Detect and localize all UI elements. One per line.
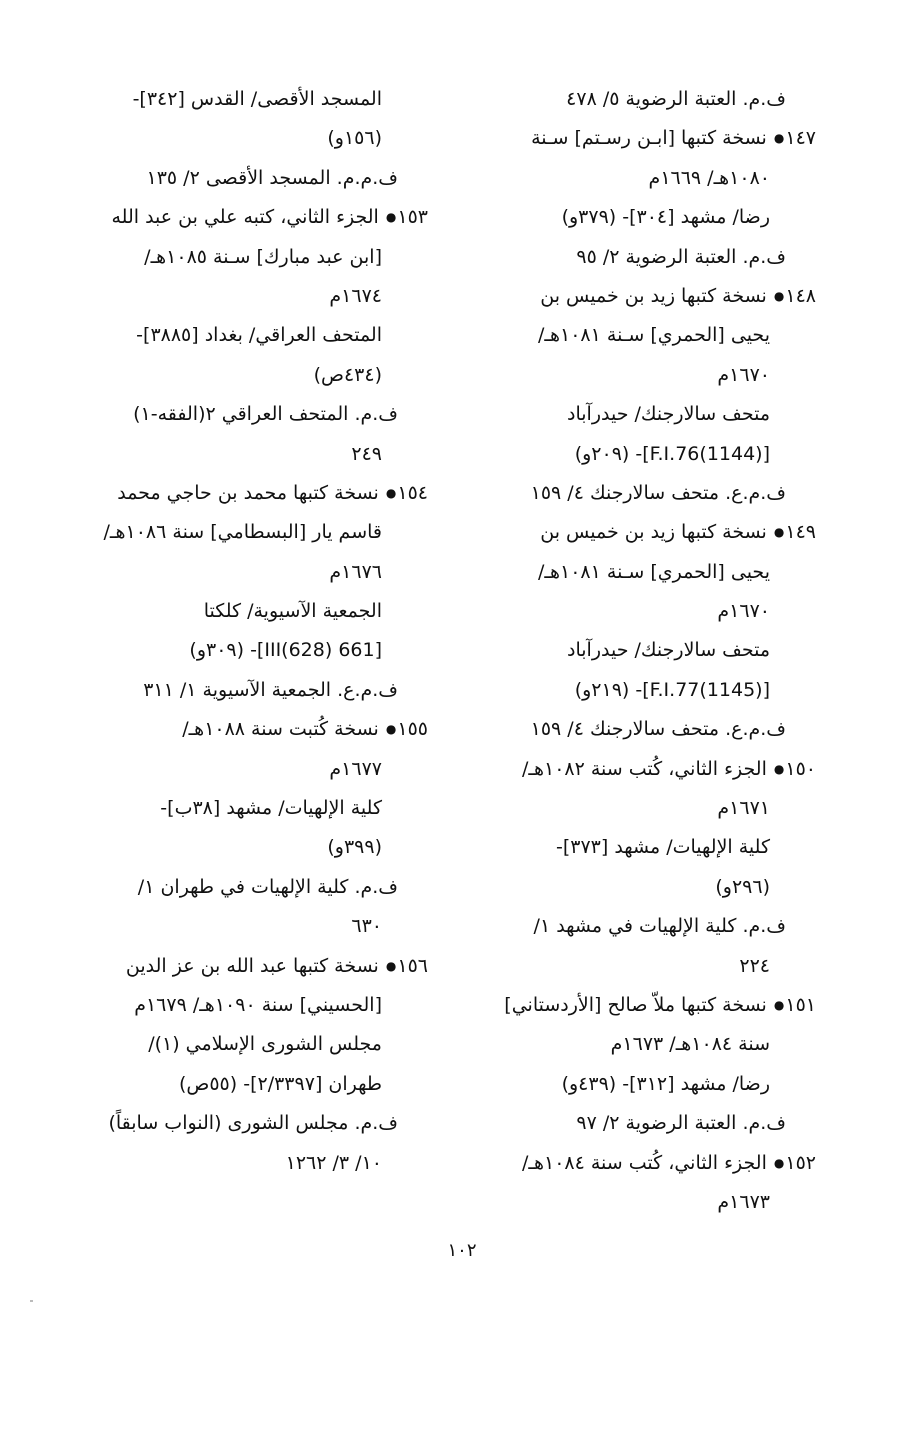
bullet-icon: ● [385, 958, 397, 973]
entry-continuation: ١٠٨٠هـ/ ١٦٦٩م [648, 166, 770, 189]
entry-continuation: [(1145)F.I.77]- (٢١٩و) [574, 678, 770, 701]
entry-continuation: [(1144)F.I.76]- (٢٠٩و) [574, 442, 770, 465]
bullet-icon: ● [773, 525, 785, 540]
entry-number: ١٤٧ [785, 127, 816, 150]
catalog-reference: ف.م. العتبة الرضوية ٢/ ٩٧ [576, 1112, 786, 1135]
entry-text: الجزء الثاني، كُتب سنة ١٠٨٤هـ/ [521, 1151, 767, 1174]
entry-continuation: ٢٤٩ [351, 442, 382, 465]
entry-line [78, 710, 428, 749]
entry-continuation: يحيى [الحمري] سـنة ١٠٨١هـ/ [538, 560, 770, 583]
entry-text: نسخة كتبها [ابـن رسـتم] سـنة [531, 127, 767, 150]
entry-text: الجزء الثاني، كُتب سنة ١٠٨٢هـ/ [521, 757, 767, 780]
entry-line [466, 750, 816, 789]
entry-continuation: ١٦٧٣م [717, 1190, 770, 1213]
entry-number: ١٤٨ [785, 284, 816, 307]
entry-number: ١٥٣ [397, 206, 428, 229]
bullet-icon: ● [385, 210, 397, 225]
bullet-icon: ● [773, 761, 785, 776]
catalog-reference: ف.م.ع. الجمعية الآسيوية ١/ ٣١١ [143, 678, 398, 701]
entry-line [466, 119, 816, 158]
catalog-reference: ف.م. كلية الإلهيات في مشهد ١/ [533, 915, 786, 938]
entry-continuation: يحيى [الحمري] سـنة ١٠٨١هـ/ [538, 324, 770, 347]
entry-continuation: ١٦٧١م [717, 797, 770, 820]
entry-continuation: ١٦٧٧م [329, 757, 382, 780]
entry-line [466, 986, 816, 1025]
entry-continuation: ١٦٧٠م [717, 600, 770, 623]
entry-continuation: رضا/ مشهد [٣٠٤]- (٣٧٩و) [561, 206, 770, 229]
entry-text: نسخة كتبها ملاّ صالح [الأردستاني] [504, 993, 767, 1016]
entry-line [466, 277, 816, 316]
entry-number: ١٥١ [785, 993, 816, 1016]
entry-continuation: طهران [٢/٣٣٩٧]- (٥٥ص) [178, 1072, 382, 1095]
entry-continuation: (٣٩٩و) [327, 836, 382, 859]
entry-continuation: قاسم يار [البسطامي] سنة ١٠٨٦هـ/ [103, 521, 382, 544]
entry-continuation: ١٠/ ٣/ ١٢٦٢ [285, 1151, 382, 1174]
entry-continuation: [ابن عبد مبارك] سـنة ١٠٨٥هـ/ [144, 245, 382, 268]
entry-number: ١٥٢ [785, 1151, 816, 1174]
entry-line [78, 474, 428, 513]
entry-continuation: مجلس الشورى الإسلامي (١)/ [148, 1033, 382, 1056]
right-column [466, 80, 816, 1222]
entry-continuation: [661 III(628)]- (٣٠٩و) [189, 639, 382, 662]
entry-continuation: ٢٢٤ [739, 954, 770, 977]
entry-text: نسخة كتبها محمد بن حاجي محمد [117, 481, 379, 504]
bullet-icon: ● [773, 288, 785, 303]
catalog-reference: ف.م. العتبة الرضوية ٢/ ٩٥ [576, 245, 786, 268]
entry-line [78, 198, 428, 237]
catalog-reference: ف.م.ع. متحف سالارجنك ٤/ ١٥٩ [530, 718, 786, 741]
entry-continuation: ١٦٧٤م [329, 284, 382, 307]
entry-continuation: كلية الإلهيات/ مشهد [٣٨ب]- [160, 797, 382, 820]
page-number: ١٠٢ [447, 1240, 477, 1261]
entry-continuation: المسجد الأقصى/ القدس [٣٤٢]- [132, 88, 382, 110]
entry-continuation: ٦٣٠ [351, 915, 382, 938]
entry-text: نسخة كتبها عبد الله بن عز الدين [125, 954, 379, 977]
entry-continuation: متحف سالارجنك/ حيدرآباد [567, 639, 770, 662]
bullet-icon: ● [385, 722, 397, 737]
bullet-icon: ● [773, 131, 785, 146]
catalog-reference: ف.م.م. المسجد الأقصى ٢/ ١٣٥ [146, 166, 398, 189]
entry-continuation: (٤٣٤ص) [313, 363, 382, 386]
entry-number: ١٥٠ [785, 757, 816, 780]
entry-continuation: متحف سالارجنك/ حيدرآباد [567, 403, 770, 426]
entry-continuation: الجمعية الآسيوية/ كلكتا [203, 600, 382, 623]
bullet-icon: ● [385, 485, 397, 500]
catalog-reference: ف.م. كلية الإلهيات في طهران ١/ [137, 875, 398, 898]
entry-line [466, 1144, 816, 1183]
entry-text: نسخة كُتبت سنة ١٠٨٨هـ/ [182, 718, 379, 741]
entry-continuation: [الحسيني] سنة ١٠٩٠هـ/ ١٦٧٩م [134, 993, 382, 1016]
entry-number: ١٥٥ [397, 718, 428, 741]
entry-continuation: رضا/ مشهد [٣١٢]- (٤٣٩و) [561, 1072, 770, 1095]
entry-number: ١٥٦ [397, 954, 428, 977]
left-column [78, 80, 428, 1183]
entry-continuation: ١٦٧٠م [717, 363, 770, 386]
entry-continuation: (١٥٦و) [327, 127, 382, 150]
entry-number: ١٤٩ [785, 521, 816, 544]
entry-continuation: سنة ١٠٨٤هـ/ ١٦٧٣م [610, 1033, 770, 1056]
catalog-reference: ف.م. مجلس الشورى (النواب سابقاً) [108, 1112, 398, 1135]
entry-text: نسخة كتبها زيد بن خميس بن [540, 521, 767, 544]
catalog-reference: ف.م. المتحف العراقي ٢(الفقه-١) [133, 403, 398, 426]
entry-line [78, 947, 428, 986]
entry-continuation: كلية الإلهيات/ مشهد [٣٧٣]- [555, 836, 770, 859]
entry-continuation: (٢٩٦و) [715, 875, 770, 898]
entry-line [466, 513, 816, 552]
bullet-icon: ● [773, 1155, 785, 1170]
entry-number: ١٥٤ [397, 481, 428, 504]
entry-text: الجزء الثاني، كتبه علي بن عبد الله [111, 206, 379, 229]
bullet-icon: ● [773, 997, 785, 1012]
catalog-reference: ف.م. العتبة الرضوية ٥/ ٤٧٨ [566, 88, 786, 110]
entry-continuation: ١٦٧٦م [329, 560, 382, 583]
scan-speck [30, 1300, 33, 1302]
entry-continuation: المتحف العراقي/ بغداد [٣٨٨٥]- [136, 324, 382, 347]
entry-text: نسخة كتبها زيد بن خميس بن [540, 284, 767, 307]
catalog-reference: ف.م.ع. متحف سالارجنك ٤/ ١٥٩ [530, 481, 786, 504]
